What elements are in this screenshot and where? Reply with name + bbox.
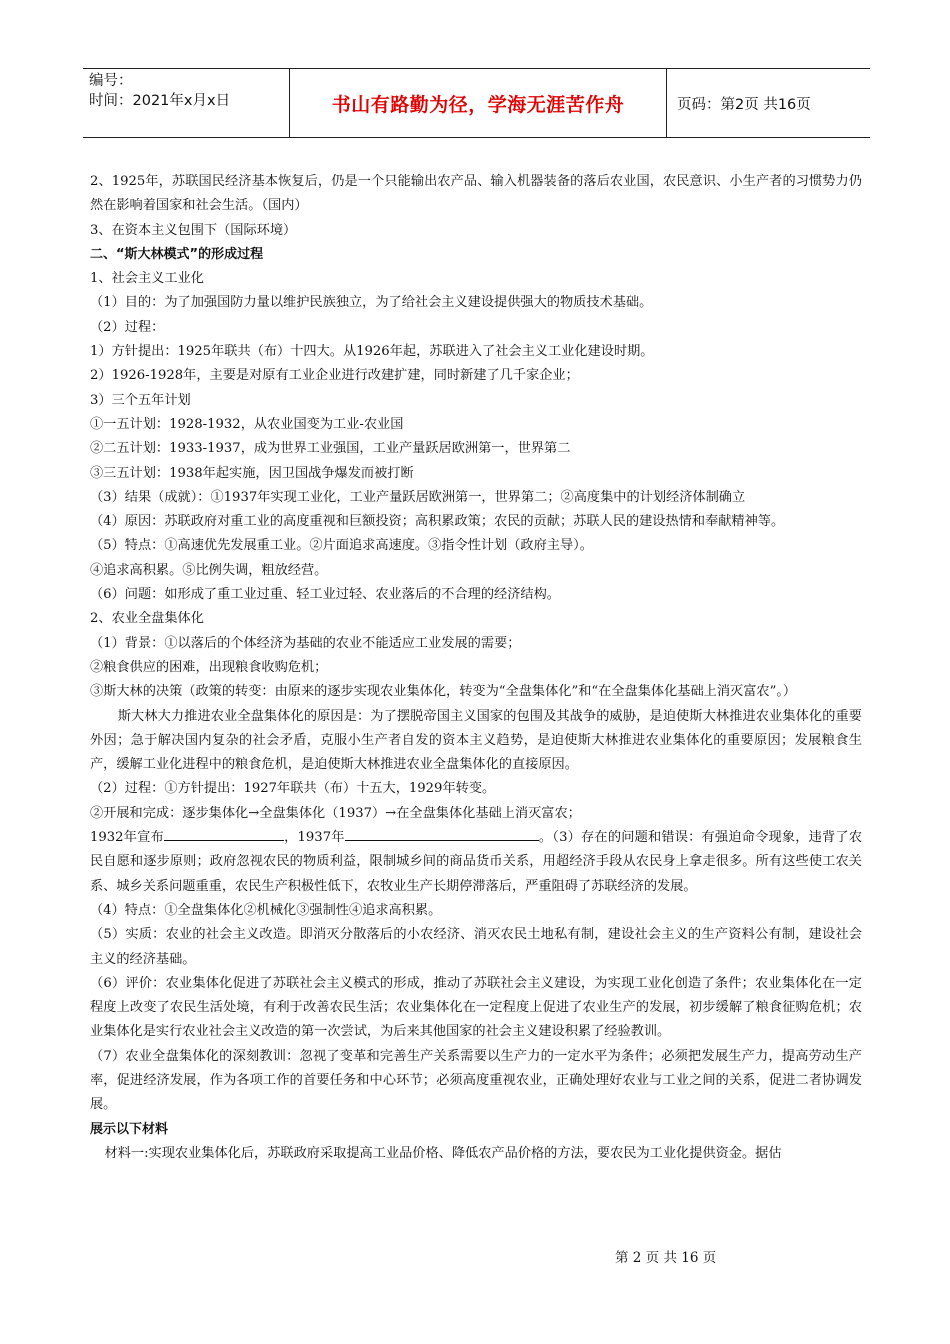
paragraph: ③斯大林的决策（政策的转变：由原来的逐步实现农业集体化，转变为“全盘集体化”和“在全盘集体化基础上消灭富农”。）	[90, 684, 797, 700]
fill-text-3: 。（3）存在的问题和错误：有强迫命令现象，违背了农民自愿和逐步原则；政府忽视农民的物质利益，限制城乡间的商品货币关系，用超经济手段从农民身上拿走很多。所有这些使工农关系、城乡关系问题重重，农民生产积极性低下，农牧业生产长期停滞落后，严重阻碍了苏联经济的发展。	[90, 830, 863, 894]
number-label: 编号：	[89, 73, 133, 89]
fill-blank-2	[345, 826, 539, 841]
fill-in-paragraph	[90, 826, 862, 899]
page-footer: 第 2 页 共 16 页	[615, 1250, 717, 1266]
paragraph: （3）结果（成就）：①1937年实现工业化，工业产量跃居欧洲第一，世界第二；②高度集中的计划经济体制确立	[90, 489, 746, 505]
paragraph: （5）实质：农业的社会主义改造。即消灭分散落后的小农经济、消灭农民土地私有制，建设社会主义的生产资料公有制，建设社会主义的经济基础。	[90, 927, 862, 967]
paragraph: （4）原因：苏联政府对重工业的高度重视和巨额投资；高积累政策；农民的贡献；苏联人民的建设热情和奉献精神等。	[90, 514, 785, 530]
section-heading: 展示以下材料	[90, 1121, 169, 1137]
paragraph: （7）农业全盘集体化的深刻教训：忽视了变革和完善生产关系需要以生产力的一定水平为条件；必须把发展生产力，提高劳动生产率，促进经济发展，作为各项工作的首要任务和中心环节；必须高度重视农业，正确处理好农业与工业之间的关系，促进二者协调发展。	[90, 1048, 862, 1113]
paragraph: 2）1926-1928年，主要是对原有工业企业进行改建扩建，同时新建了几千家企业；	[90, 368, 579, 384]
paragraph: （1）背景：①以落后的个体经济为基础的农业不能适应工业发展的需要；	[90, 635, 521, 651]
paragraph: （5）特点：①高速优先发展重工业。②片面追求高速度。③指令性计划（政府主导）。	[90, 538, 593, 554]
header-info-cell	[83, 69, 289, 137]
page-number-cell	[667, 69, 870, 137]
paragraph: ①一五计划：1928-1932，从农业国变为工业-农业国	[90, 416, 404, 432]
paragraph: 1、社会主义工业化	[90, 271, 204, 287]
page-number-label: 页码：第2页 共16页	[677, 96, 811, 113]
paragraph: （4）特点：①全盘集体化②机械化③强制性④追求高积累。	[90, 902, 442, 918]
paragraph: （6）评价：农业集体化促进了苏联社会主义模式的形成，推动了苏联社会主义建设，为实现工业化创造了条件；农业集体化在一定程度上改变了农民生活处境，有利于改善农民生活；农业集体化在一定程度上促进了农业生产的发展，初步缓解了粮食征购危机；农业集体化是实行农业社会主义改造的第一次尝试，为后来其他国家的社会主义建设积累了经验教训。	[90, 975, 862, 1040]
paragraph: ②二五计划：1933-1937，成为世界工业强国，工业产量跃居欧洲第一，世界第二	[90, 441, 571, 457]
paragraph: ②粮食供应的困难，出现粮食收购危机；	[90, 659, 328, 675]
body-text	[90, 170, 862, 1166]
motto-text: 书山有路勤为径，学海无涯苦作舟	[331, 93, 625, 116]
paragraph: 1）方针提出：1925年联共（布）十四大。从1926年起，苏联进入了社会主义工业化建设时期。	[90, 344, 654, 360]
paragraph: ③三五计划：1938年起实施，因卫国战争爆发而被打断	[90, 465, 414, 481]
paragraph: （6）问题：如形成了重工业过重、轻工业过轻、农业落后的不合理的经济结构。	[90, 587, 560, 603]
motto-cell	[289, 69, 667, 137]
paragraph: （2）过程：①方针提出：1927年联共（布）十五大，1929年转变。	[90, 781, 496, 797]
paragraph: 2、1925年，苏联国民经济基本恢复后，仍是一个只能输出农产品、输入机器装备的落后农业国，农民意识、小生产者的习惯势力仍然在影响着国家和社会生活。（国内）	[90, 174, 862, 214]
paragraph: 斯大林大力推进农业全盘集体化的原因是：为了摆脱帝国主义国家的包围及其战争的威胁，是迫使斯大林推进农业集体化的重要外因；急于解决国内复杂的社会矛盾，克服小生产者自发的资本主义趋势，是迫使斯大林推进农业集体化的重要原因；发展粮食生产，缓解工业化进程中的粮食危机，是迫使斯大林推进农业全盘集体化的直接原因。	[90, 708, 862, 773]
fill-text-1: 1932年宣布	[90, 830, 164, 846]
paragraph: 2、农业全盘集体化	[90, 611, 204, 627]
fill-text-2: ，1937年	[283, 830, 345, 846]
time-label: 时间：2021年x月x日	[89, 93, 231, 109]
paragraph: ②开展和完成：逐步集体化→全盘集体化（1937）→在全盘集体化基础上消灭富农；	[90, 805, 581, 821]
paragraph: （2）过程：	[90, 319, 165, 335]
paragraph: 材料一:实现农业集体化后，苏联政府采取提高工业品价格、降低农产品价格的方法，要农民为工业化提供资金。据估	[104, 1145, 782, 1161]
paragraph: ④追求高积累。⑤比例失调，粗放经营。	[90, 562, 328, 578]
section-heading: 二、“斯大林模式”的形成过程	[90, 246, 264, 262]
fill-blank-1	[164, 826, 284, 841]
paragraph: （1）目的：为了加强国防力量以维护民族独立，为了给社会主义建设提供强大的物质技术基础。	[90, 295, 653, 311]
paragraph: 3、在资本主义包围下（国际环境）	[90, 222, 297, 238]
paragraph: 3）三个五年计划	[90, 392, 191, 408]
header-table	[83, 68, 870, 138]
